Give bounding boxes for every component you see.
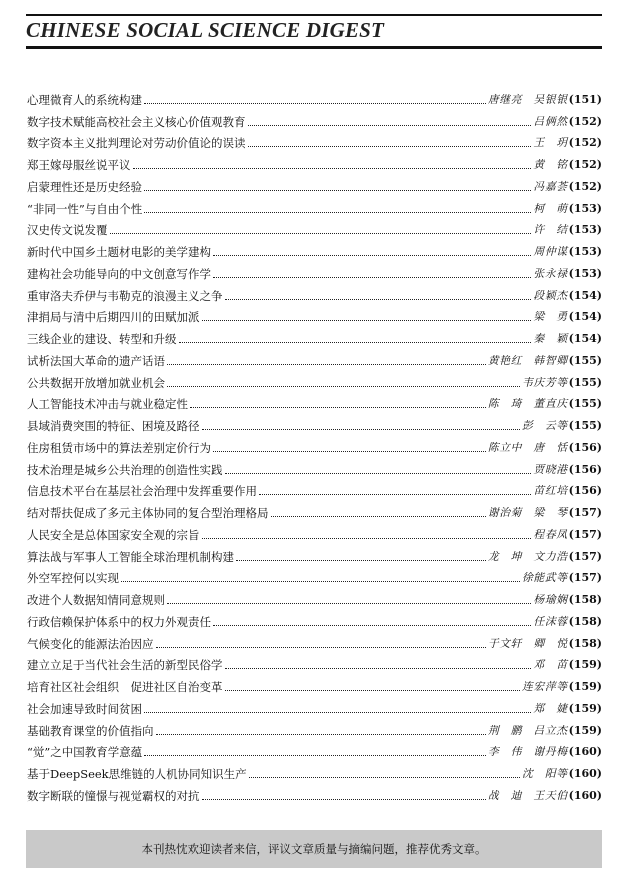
entry-title: 培育社区社会组织 促进社区自治变革 <box>27 680 223 694</box>
entry-page: (151) <box>568 92 602 106</box>
entry-title: 住房租赁市场中的算法差别定价行为 <box>27 440 211 455</box>
dot-leader <box>202 320 532 321</box>
dot-leader <box>121 581 520 582</box>
toc-entry[interactable] <box>27 457 602 479</box>
entry-title: 结对帮扶促成了多元主体协同的复合型治理格局 <box>27 506 269 520</box>
entry-title: 三线企业的建设、转型和升级 <box>27 332 177 346</box>
toc-entry[interactable] <box>27 609 602 631</box>
toc-entry[interactable] <box>27 544 602 566</box>
dot-leader <box>202 429 521 430</box>
entry-page: (157) <box>568 571 602 585</box>
entry-author: 荆 鹏 吕立杰 <box>487 723 568 737</box>
toc-entry[interactable] <box>27 283 602 305</box>
toc-entry[interactable] <box>27 196 602 218</box>
entry-page: (154) <box>568 332 602 345</box>
toc-entry[interactable] <box>27 239 602 261</box>
entry-page: (153) <box>568 245 602 258</box>
dot-leader <box>225 299 532 300</box>
entry-title: 县域消费突围的特征、困境及路径 <box>27 419 200 433</box>
entry-page: (158) <box>568 636 602 650</box>
dot-leader <box>259 494 531 495</box>
entry-page: (155) <box>568 397 602 411</box>
entry-title: 数字断联的憧憬与视觉霸权的对抗 <box>27 788 200 803</box>
toc-entry[interactable] <box>27 761 602 783</box>
entry-page: (156) <box>568 462 602 476</box>
entry-title: 气候变化的能源法治因应 <box>27 636 154 651</box>
entry-page: (152) <box>568 179 602 193</box>
dot-leader <box>167 364 486 365</box>
entry-page: (152) <box>568 136 602 150</box>
toc-entry[interactable] <box>27 174 602 196</box>
entry-author: 郑 婕 <box>533 701 568 715</box>
entry-title: 津捐局与清中后期四川的田赋加派 <box>27 310 200 325</box>
entry-title: 人工智能技术冲击与就业稳定性 <box>27 397 188 412</box>
dot-leader <box>225 668 532 669</box>
entry-author: 秦 颖 <box>533 332 568 345</box>
entry-page: (159) <box>568 723 602 737</box>
entry-title: 建构社会功能导向的中文创意写作学 <box>27 266 211 281</box>
entry-author: 韦庆芳等 <box>522 375 568 389</box>
dot-leader <box>144 103 486 104</box>
dot-leader <box>144 712 531 713</box>
entry-page: (157) <box>568 506 602 519</box>
dot-leader <box>271 516 486 517</box>
toc-entry[interactable] <box>27 370 602 392</box>
entry-title: 外空军控何以实现 <box>27 571 119 586</box>
entry-author: 冯嘉荟 <box>533 179 568 193</box>
dot-leader <box>213 451 486 452</box>
toc-entry[interactable] <box>27 653 602 675</box>
dot-leader <box>167 386 520 387</box>
entry-title: 技术治理是城乡公共治理的创造性实践 <box>27 462 223 477</box>
entry-author: 连宏萍等 <box>522 680 568 693</box>
entry-title: “非同一性”与自由个性 <box>27 201 143 216</box>
dot-leader <box>202 799 486 800</box>
entry-title: 新时代中国乡土题材电影的美学建构 <box>27 245 211 259</box>
entry-author: 李 伟 谢丹梅 <box>487 745 568 759</box>
table-of-contents <box>27 87 602 805</box>
dot-leader <box>144 212 531 213</box>
dot-leader <box>133 168 532 169</box>
toc-entry[interactable] <box>27 566 602 588</box>
toc-entry[interactable] <box>27 261 602 283</box>
toc-entry[interactable] <box>27 500 602 522</box>
entry-title: 信息技术平台在基层社会治理中发挥重要作用 <box>27 484 257 499</box>
entry-title: 基础教育课堂的价值指向 <box>27 723 154 738</box>
entry-author: 唐继亮 吴银银 <box>487 92 568 106</box>
toc-entry[interactable] <box>27 326 602 348</box>
dot-leader <box>225 473 532 474</box>
dot-leader <box>225 690 521 691</box>
toc-entry[interactable] <box>27 479 602 501</box>
top-rule <box>26 14 602 16</box>
entry-author: 任沫蓉 <box>533 614 568 628</box>
toc-entry[interactable] <box>27 631 602 653</box>
entry-title: 算法战与军事人工智能全球治理机制构建 <box>27 549 234 564</box>
entry-author: 彭 云等 <box>522 419 568 432</box>
entry-author: 张永禄 <box>533 266 568 280</box>
masthead-rule <box>26 46 602 49</box>
entry-author: 王 玥 <box>533 136 568 150</box>
entry-author: 于文轩 卿 悦 <box>487 636 568 650</box>
toc-entry[interactable] <box>27 413 602 435</box>
entry-author: 段颖杰 <box>533 288 568 302</box>
entry-author: 沈 阳等 <box>522 767 568 780</box>
entry-title: 改进个人数据知情同意规则 <box>27 593 165 607</box>
entry-author: 程春凤 <box>533 527 568 541</box>
entry-page: (160) <box>568 788 602 802</box>
entry-page: (157) <box>568 527 602 541</box>
toc-entry[interactable] <box>27 218 602 240</box>
entry-title: “觉”之中国教育学意蕴 <box>27 745 143 760</box>
entry-title: 心理微育人的系统构建 <box>27 92 142 107</box>
entry-page: (159) <box>568 680 602 693</box>
dot-leader <box>144 755 486 756</box>
toc-entry[interactable] <box>27 718 602 740</box>
entry-title: 试析法国大革命的遗产话语 <box>27 353 165 368</box>
dot-leader <box>144 190 531 191</box>
entry-author: 谢治菊 梁 琴 <box>487 506 568 519</box>
entry-title: 基于DeepSeek思维链的人机协同知识生产 <box>27 767 247 781</box>
entry-author: 苗红培 <box>533 484 568 498</box>
dot-leader <box>213 277 531 278</box>
entry-title: 郑王嫁母服丝说平议 <box>27 158 131 172</box>
entry-author: 邓 苗 <box>533 658 568 672</box>
entry-page: (156) <box>568 440 602 454</box>
entry-page: (152) <box>568 114 602 128</box>
entry-author: 陈立中 唐 恬 <box>487 440 568 454</box>
toc-entry[interactable] <box>27 152 602 174</box>
entry-page: (159) <box>568 658 602 672</box>
dot-leader <box>202 538 532 539</box>
entry-author: 柯 萌 <box>533 201 568 215</box>
dot-leader <box>156 734 486 735</box>
toc-entry[interactable] <box>27 696 602 718</box>
dot-leader <box>248 125 532 126</box>
entry-author: 黄 铭 <box>533 158 568 171</box>
entry-title: 社会加速导致时间贫困 <box>27 701 142 716</box>
entry-page: (153) <box>568 201 602 215</box>
entry-author: 徐能武等 <box>522 571 568 585</box>
entry-title: 建立立足于当代社会生活的新型民俗学 <box>27 658 223 673</box>
entry-author: 黄艳红 韩智卿 <box>487 353 568 367</box>
entry-author: 贾晓港 <box>533 462 568 476</box>
entry-page: (155) <box>568 419 602 432</box>
toc-entry[interactable] <box>27 348 602 370</box>
dot-leader <box>156 647 486 648</box>
entry-author: 许 结 <box>533 223 568 237</box>
entry-title: 数字技术赋能高校社会主义核心价值观教育 <box>27 114 246 129</box>
toc-entry[interactable] <box>27 305 602 327</box>
entry-page: (160) <box>568 745 602 759</box>
entry-author: 战 迪 王天伯 <box>487 788 568 802</box>
entry-author: 梁 勇 <box>533 310 568 324</box>
dot-leader <box>213 625 531 626</box>
dot-leader <box>249 777 520 778</box>
entry-title: 数字资本主义批判理论对劳动价值论的误读 <box>27 136 246 151</box>
entry-author: 杨瑜娴 <box>533 593 568 606</box>
entry-page: (152) <box>568 158 602 171</box>
toc-entry[interactable] <box>27 109 602 131</box>
dot-leader <box>213 255 531 256</box>
entry-author: 周仲谋 <box>533 245 568 258</box>
dot-leader <box>179 342 532 343</box>
footer-notice: 本刊热忱欢迎读者来信，评议文章质量与摘编问题，推荐优秀文章。 <box>26 830 602 868</box>
toc-entry[interactable] <box>27 783 602 805</box>
dot-leader <box>236 560 486 561</box>
entry-author: 陈 琦 董直庆 <box>487 397 568 411</box>
entry-page: (153) <box>568 266 602 280</box>
entry-page: (155) <box>568 375 602 389</box>
entry-title: 人民安全是总体国家安全观的宗旨 <box>27 527 200 542</box>
dot-leader <box>110 233 532 234</box>
toc-entry[interactable] <box>27 740 602 762</box>
entry-page: (154) <box>568 310 602 324</box>
toc-entry[interactable] <box>27 587 602 609</box>
entry-page: (155) <box>568 353 602 367</box>
entry-page: (160) <box>568 767 602 780</box>
entry-page: (159) <box>568 701 602 715</box>
toc-entry[interactable] <box>27 435 602 457</box>
entry-author: 龙 坤 文力浩 <box>487 549 568 563</box>
entry-page: (156) <box>568 484 602 498</box>
entry-title: 重审洛夫乔伊与韦勒克的浪漫主义之争 <box>27 288 223 303</box>
entry-page: (158) <box>568 614 602 628</box>
entry-page: (153) <box>568 223 602 237</box>
masthead: CHINESE SOCIAL SCIENCE DIGEST <box>26 18 385 42</box>
entry-title: 汉史传文说发覆 <box>27 223 108 238</box>
entry-title: 启蒙理性还是历史经验 <box>27 179 142 194</box>
entry-title: 公共数据开放增加就业机会 <box>27 375 165 390</box>
toc-entry[interactable] <box>27 131 602 153</box>
dot-leader <box>190 407 486 408</box>
entry-page: (154) <box>568 288 602 302</box>
entry-page: (157) <box>568 549 602 563</box>
entry-page: (158) <box>568 593 602 606</box>
toc-entry[interactable] <box>27 522 602 544</box>
toc-entry[interactable] <box>27 674 602 696</box>
toc-entry[interactable] <box>27 392 602 414</box>
entry-author: 吕俩然 <box>533 114 568 128</box>
entry-title: 行政信赖保护体系中的权力外观责任 <box>27 614 211 629</box>
dot-leader <box>167 603 531 604</box>
toc-entry[interactable] <box>27 87 602 109</box>
dot-leader <box>248 146 532 147</box>
